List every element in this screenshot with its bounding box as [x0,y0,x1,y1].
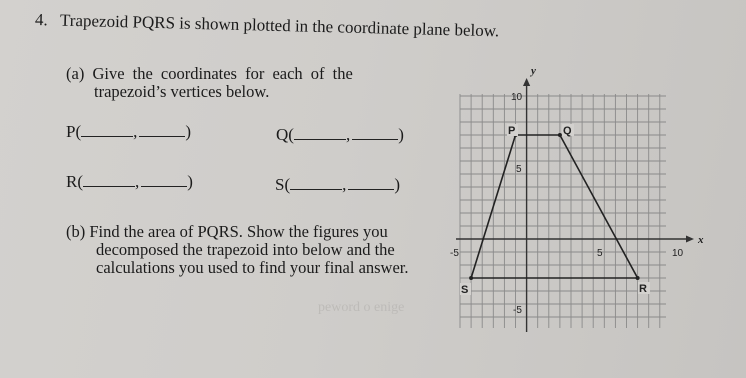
vertex-r-label: R [639,283,647,295]
s-sep: , [342,175,347,194]
y-tick-neg5: -5 [513,305,522,316]
y-axis-label: y [531,65,536,77]
p-prefix: P( [66,122,82,141]
question-number: 4. [34,10,48,30]
part-b-line-1: (b) Find the area of PQRS. Show the figures you [66,222,388,241]
x-tick-5: 5 [597,248,603,259]
x-axis-label: x [698,234,704,246]
vertex-q-label: Q [563,125,572,137]
y-tick-5: 5 [516,164,522,175]
y-tick-10: 10 [511,92,523,103]
r-sep: , [135,172,140,191]
q-prefix: Q( [276,125,294,144]
x-tick-10: 10 [672,248,684,259]
vertex-p-label: P [508,125,516,137]
part-b-line-3: calculations you used to find your final answer. [96,258,409,277]
question-text: Trapezoid PQRS is shown plotted in the coordinate plane below. [59,10,500,41]
y-axis-arrow-icon [523,78,530,86]
q-sep: , [345,125,351,144]
p-sep: , [133,122,138,141]
part-a-line-1: (a) Give the coordinates for each of the [66,64,353,83]
q-suffix: ) [398,125,404,144]
x-tick-neg5: -5 [450,248,459,259]
part-a-line-2: trapezoid’s vertices below. [94,82,270,101]
part-b-line-2: decomposed the trapezoid into below and the [96,240,395,259]
trapezoid-pqrs [471,135,637,278]
vertex-q-point [558,133,562,137]
p-suffix: ) [185,122,192,141]
vertex-s-point [469,276,473,280]
r-prefix: R( [66,172,83,191]
s-prefix: S( [275,175,291,194]
r-suffix: ) [187,172,193,191]
vertex-s-label: S [461,284,469,296]
s-suffix: ) [394,175,401,194]
bleed-through-text: peword o enige [318,300,405,315]
vertex-r-point [636,276,640,280]
x-axis-arrow-icon [686,236,694,243]
